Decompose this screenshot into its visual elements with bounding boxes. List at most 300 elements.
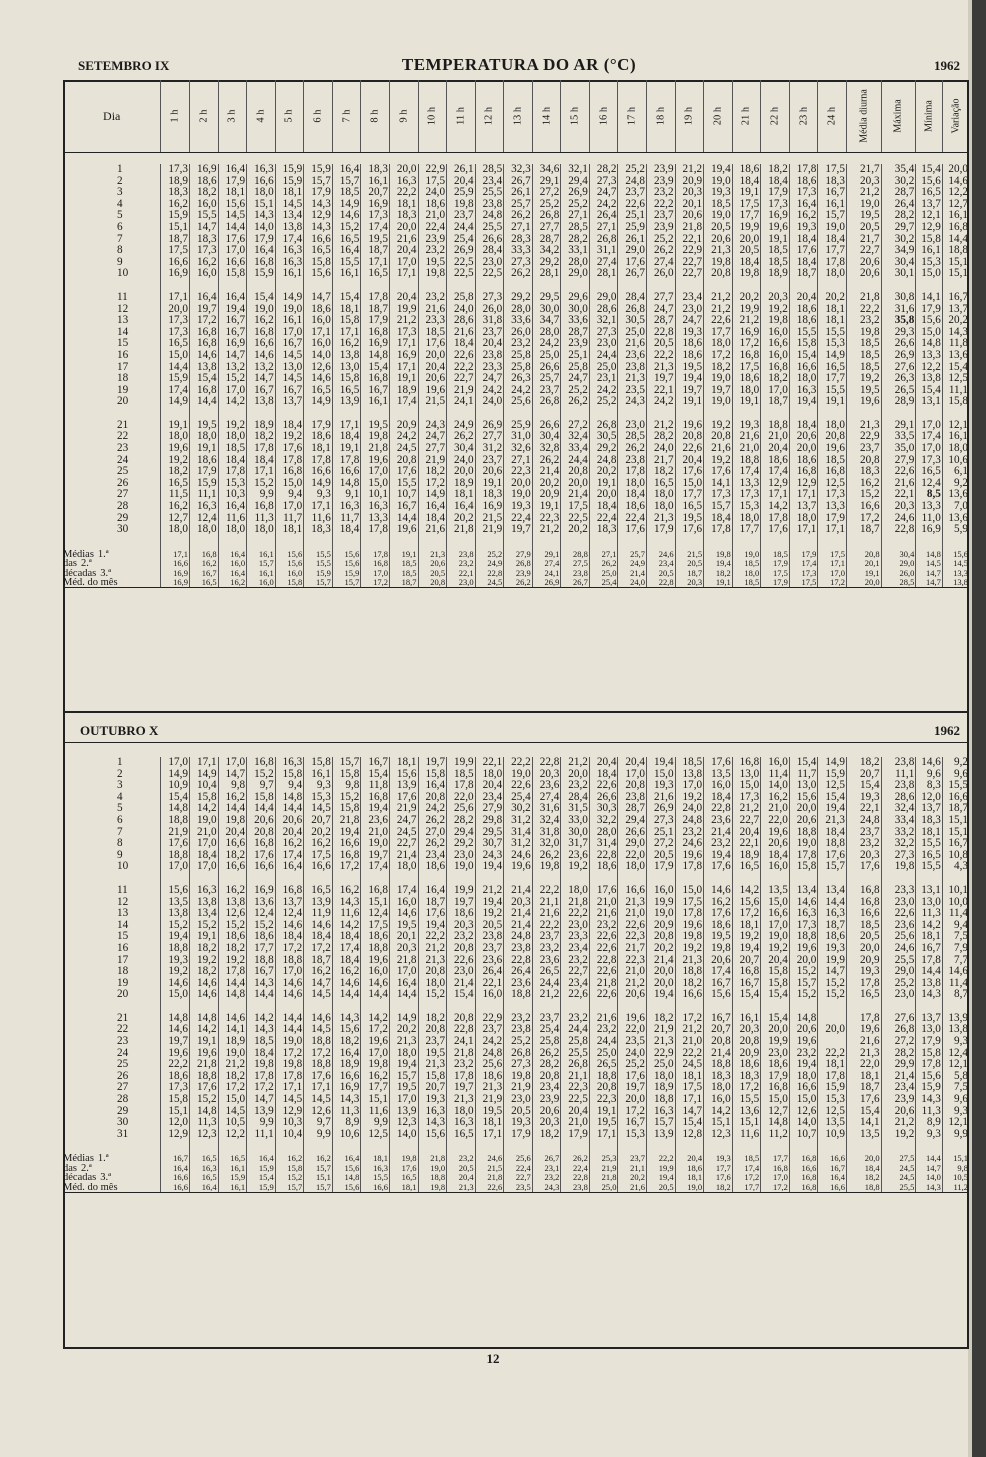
value-cell: 15,8	[161, 1094, 190, 1106]
value-cell: 14,6	[275, 989, 304, 1001]
summary-value-cell: 16,1	[218, 1164, 247, 1173]
value-cell: 16,5	[818, 362, 847, 374]
value-cell: 15,7	[647, 1117, 676, 1129]
value-cell: 21,3	[647, 362, 676, 374]
value-cell: 17,8	[361, 292, 390, 304]
value-cell: 23,9	[647, 176, 676, 188]
value-cell: 16,7	[389, 501, 418, 513]
value-cell: 14,8	[190, 1106, 219, 1118]
value-cell: 18,0	[247, 524, 276, 536]
value-cell: 31,0	[504, 431, 533, 443]
value-cell: 22,6	[618, 199, 647, 211]
value-cell: 25,0	[532, 350, 561, 362]
value-cell: 22,6	[447, 350, 476, 362]
summary-value-cell: 15,7	[304, 1164, 333, 1173]
summary-label	[63, 1164, 161, 1173]
value-cell: 29,4	[618, 815, 647, 827]
value-cell: 16,6	[846, 501, 881, 513]
value-cell: 20,0	[789, 803, 818, 815]
value-cell: 20,2	[647, 943, 676, 955]
summary-value-cell: 20,8	[418, 578, 447, 588]
value-cell: 23,6	[504, 978, 533, 990]
value-cell: 19,7	[190, 304, 219, 316]
summary-value-cell: 16,7	[161, 1152, 190, 1163]
value-cell: 15,0	[761, 1094, 790, 1106]
value-cell: 14,9	[818, 350, 847, 362]
summary-value-cell: 29,1	[532, 548, 561, 559]
value-cell: 19,2	[732, 931, 761, 943]
value-cell: 14,9	[161, 396, 190, 408]
value-cell: 15,8	[916, 1048, 943, 1060]
value-cell: 19,4	[789, 1059, 818, 1071]
value-cell: 18,8	[675, 966, 704, 978]
value-cell: 12,5	[818, 780, 847, 792]
value-cell: 22,2	[675, 1048, 704, 1060]
value-cell: 21,3	[618, 373, 647, 385]
day-cell: 15	[117, 338, 129, 350]
value-cell: 14,3	[304, 222, 333, 234]
value-cell: 17,1	[389, 362, 418, 374]
value-cell: 26,6	[589, 792, 618, 804]
value-cell: 34,7	[532, 315, 561, 327]
summary-value-cell: 21,6	[618, 1183, 647, 1193]
value-cell: 23,2	[589, 1024, 618, 1036]
value-cell: 16,0	[704, 1094, 733, 1106]
value-cell: 21,4	[647, 955, 676, 967]
value-cell: 16,7	[942, 838, 969, 850]
value-cell: 15,5	[916, 861, 943, 873]
value-cell: 21,4	[504, 920, 533, 932]
value-cell: 27,4	[589, 257, 618, 269]
summary-value-cell: 17,6	[704, 1173, 733, 1182]
value-cell: 32,4	[881, 803, 916, 815]
value-cell: 13,8	[916, 978, 943, 990]
summary-value-cell: 18,5	[389, 569, 418, 578]
value-cell: 22,0	[618, 1024, 647, 1036]
value-cell: 29,0	[881, 966, 916, 978]
value-cell: 12,3	[389, 1117, 418, 1129]
value-cell: 26,9	[647, 803, 676, 815]
value-cell: 14,4	[389, 989, 418, 1001]
value-cell: 18,4	[704, 513, 733, 525]
summary-value-cell: 15,9	[218, 1173, 247, 1182]
value-cell: 17,5	[161, 245, 190, 257]
value-cell: 9,4	[942, 920, 969, 932]
value-cell: 24,2	[504, 385, 533, 397]
summary-value-cell: 21,9	[589, 1164, 618, 1173]
value-cell: 13,6	[942, 513, 969, 525]
value-cell: 35,8	[881, 315, 916, 327]
value-cell: 18,6	[418, 199, 447, 211]
value-cell: 11,4	[942, 908, 969, 920]
value-cell: 19,3	[675, 327, 704, 339]
value-cell: 17,9	[247, 234, 276, 246]
value-cell: 13,7	[916, 199, 943, 211]
value-cell: 15,7	[789, 978, 818, 990]
summary-value-cell: 18,0	[732, 569, 761, 578]
value-cell: 19,7	[504, 524, 533, 536]
table-row	[63, 304, 969, 316]
value-cell: 7,9	[942, 943, 969, 955]
value-cell: 22,7	[389, 838, 418, 850]
value-cell: 26,0	[475, 304, 504, 316]
value-cell: 14,9	[304, 478, 333, 490]
value-cell: 21,4	[504, 908, 533, 920]
value-cell: 23,7	[532, 1013, 561, 1025]
summary-value-cell: 28,8	[561, 548, 590, 559]
summary-value-cell: 15,6	[332, 548, 361, 559]
value-cell: 19,5	[475, 1106, 504, 1118]
value-cell: 15,2	[418, 989, 447, 1001]
value-cell: 15,2	[218, 373, 247, 385]
value-cell: 17,7	[818, 245, 847, 257]
value-cell: 27,2	[532, 187, 561, 199]
value-cell: 13,0	[275, 362, 304, 374]
value-cell: 21,2	[532, 524, 561, 536]
day-cell: 5	[117, 803, 123, 815]
value-cell: 16,0	[361, 966, 390, 978]
value-cell: 17,8	[218, 466, 247, 478]
value-cell: 22,6	[618, 920, 647, 932]
value-cell: 14,6	[389, 908, 418, 920]
value-cell: 27,9	[475, 803, 504, 815]
value-cell: 24,6	[881, 943, 916, 955]
value-cell: 23,6	[475, 955, 504, 967]
value-cell: 18,5	[761, 245, 790, 257]
value-cell: 30,1	[881, 268, 916, 280]
table-row	[63, 524, 969, 536]
value-cell: 19,2	[475, 908, 504, 920]
summary-value-cell: 16,8	[761, 1164, 790, 1173]
value-cell: 18,4	[761, 850, 790, 862]
value-cell: 14,2	[190, 803, 219, 815]
value-cell: 17,9	[190, 466, 219, 478]
day-cell: 8	[117, 838, 123, 850]
summary-value-cell: 19,0	[732, 548, 761, 559]
value-cell: 15,6	[916, 315, 943, 327]
value-cell: 16,1	[361, 396, 390, 408]
value-cell: 23,0	[881, 897, 916, 909]
value-cell: 17,8	[675, 908, 704, 920]
value-cell: 20,6	[618, 989, 647, 1001]
summary-value-cell: 16,4	[247, 1152, 276, 1163]
table-row	[63, 292, 969, 304]
value-cell: 24,4	[561, 1024, 590, 1036]
value-cell: 15,4	[789, 350, 818, 362]
hour-column-header: 23 h	[789, 80, 818, 152]
value-cell: 18,6	[190, 455, 219, 467]
summary-value-cell: 17,2	[732, 1173, 761, 1182]
summary-value-cell: 16,0	[218, 559, 247, 568]
value-cell: 23,4	[561, 978, 590, 990]
value-cell: 16,6	[618, 885, 647, 897]
value-cell: 17,8	[332, 455, 361, 467]
day-cell: 18	[117, 966, 129, 978]
summary-value-cell: 23,0	[447, 578, 476, 588]
value-cell: 23,7	[647, 210, 676, 222]
value-cell: 17,4	[332, 943, 361, 955]
summary-value-cell: 23,7	[618, 1152, 647, 1163]
value-cell: 10,9	[818, 1129, 847, 1141]
value-cell: 18,8	[161, 815, 190, 827]
value-cell: 18,3	[704, 1071, 733, 1083]
value-cell: 14,9	[190, 769, 219, 781]
hour-column-header: 3 h	[218, 80, 247, 152]
value-cell: 15,8	[789, 338, 818, 350]
value-cell: 22,2	[561, 908, 590, 920]
value-cell: 13,9	[647, 1129, 676, 1141]
value-cell: 20,4	[789, 292, 818, 304]
summary-value-cell: 19,0	[675, 1183, 704, 1193]
value-cell: 11,4	[761, 769, 790, 781]
value-cell: 25,6	[881, 931, 916, 943]
october-title-rule	[63, 742, 969, 743]
value-cell: 26,8	[589, 420, 618, 432]
value-cell: 21,3	[418, 1059, 447, 1071]
value-cell: 18,1	[475, 1117, 504, 1129]
value-cell: 18,3	[916, 815, 943, 827]
value-cell: 14,0	[389, 1129, 418, 1141]
value-cell: 19,4	[218, 304, 247, 316]
table-row	[63, 268, 969, 280]
value-cell: 19,7	[418, 757, 447, 769]
value-cell: 17,2	[704, 350, 733, 362]
summary-value-cell: 16,4	[332, 1152, 361, 1163]
value-cell: 20,4	[561, 1106, 590, 1118]
value-cell: 24,6	[504, 850, 533, 862]
value-cell: 17,8	[846, 1013, 881, 1025]
value-cell: 25,1	[618, 210, 647, 222]
value-cell: 23,5	[618, 385, 647, 397]
value-cell: 19,8	[247, 1059, 276, 1071]
summary-value-cell: 15,7	[304, 1183, 333, 1193]
value-cell: 21,6	[618, 338, 647, 350]
value-cell: 18,8	[942, 245, 969, 257]
value-cell: 22,7	[675, 268, 704, 280]
value-cell: 8,3	[916, 780, 943, 792]
value-cell: 25,2	[618, 164, 647, 176]
value-cell: 16,3	[647, 1106, 676, 1118]
value-cell: 11,3	[247, 513, 276, 525]
summary-value-cell: 26,9	[532, 578, 561, 588]
table-row	[63, 815, 969, 827]
summary-value-cell: 26,8	[504, 559, 533, 568]
value-cell: 18,0	[190, 524, 219, 536]
value-cell: 17,1	[190, 757, 219, 769]
value-cell: 14,3	[332, 1013, 361, 1025]
value-cell: 18,0	[818, 268, 847, 280]
summary-value-cell: 14,7	[916, 569, 943, 578]
value-cell: 18,0	[647, 501, 676, 513]
summary-value-cell: 19,8	[704, 548, 733, 559]
summary-value-cell: 25,6	[504, 1152, 533, 1163]
value-cell: 15,8	[304, 257, 333, 269]
day-cell: 27	[117, 489, 129, 501]
value-cell: 16,8	[247, 501, 276, 513]
value-cell: 22,9	[418, 164, 447, 176]
value-cell: 23,2	[846, 838, 881, 850]
value-cell: 18,1	[916, 931, 943, 943]
value-cell: 16,8	[846, 885, 881, 897]
value-cell: 19,5	[418, 1048, 447, 1060]
value-cell: 16,0	[761, 327, 790, 339]
value-cell: 24,0	[675, 803, 704, 815]
value-cell: 20,9	[846, 955, 881, 967]
value-cell: 17,2	[732, 908, 761, 920]
value-cell: 14,6	[190, 978, 219, 990]
value-cell: 15,8	[789, 861, 818, 873]
value-cell: 18,2	[218, 943, 247, 955]
value-cell: 25,2	[589, 396, 618, 408]
value-cell: 12,4	[190, 513, 219, 525]
value-cell: 24,8	[618, 176, 647, 188]
value-cell: 16,1	[361, 176, 390, 188]
page-number: 12	[486, 1351, 500, 1366]
value-cell: 12,4	[942, 1048, 969, 1060]
table-row	[63, 385, 969, 397]
value-cell: 16,4	[247, 245, 276, 257]
value-cell: 15,4	[916, 164, 943, 176]
value-cell: 21,0	[361, 827, 390, 839]
value-cell: 14,2	[332, 920, 361, 932]
value-cell: 19,0	[190, 815, 219, 827]
table-row	[63, 792, 969, 804]
value-cell: 13,7	[275, 396, 304, 408]
value-cell: 23,9	[418, 234, 447, 246]
value-cell: 13,9	[389, 1106, 418, 1118]
value-cell: 16,8	[732, 757, 761, 769]
value-cell: 15,1	[361, 897, 390, 909]
value-cell: 17,2	[275, 943, 304, 955]
value-cell: 29,0	[618, 838, 647, 850]
value-cell: 16,7	[704, 1013, 733, 1025]
hour-column-header: 22 h	[761, 80, 790, 152]
value-cell: 33,0	[561, 815, 590, 827]
value-cell: 18,0	[789, 373, 818, 385]
summary-value-cell: 17,1	[161, 548, 190, 559]
value-cell: 14,3	[304, 199, 333, 211]
value-cell: 20,2	[447, 513, 476, 525]
summary-value-cell: 16,8	[789, 1183, 818, 1193]
value-cell: 14,6	[916, 757, 943, 769]
value-cell: 19,3	[504, 501, 533, 513]
value-cell: 9,4	[275, 780, 304, 792]
value-cell: 16,5	[304, 245, 333, 257]
value-cell: 16,5	[304, 385, 333, 397]
value-cell: 23,0	[589, 338, 618, 350]
value-cell: 30,3	[589, 803, 618, 815]
value-cell: 15,2	[190, 1094, 219, 1106]
summary-value-cell: 16,2	[218, 578, 247, 588]
table-row	[63, 769, 969, 781]
day-cell: 21	[117, 419, 129, 431]
value-cell: 14,8	[161, 803, 190, 815]
value-cell: 17,5	[818, 164, 847, 176]
value-cell: 24,0	[447, 455, 476, 467]
summary-label	[63, 1173, 161, 1182]
value-cell: 10,9	[161, 780, 190, 792]
value-cell: 18,5	[218, 443, 247, 455]
value-cell: 18,7	[818, 920, 847, 932]
value-cell: 22,6	[881, 908, 916, 920]
summary-value-cell: 25,4	[589, 578, 618, 588]
day-cell: 25	[117, 466, 129, 478]
value-cell: 17,4	[916, 431, 943, 443]
summary-value-cell: 20,3	[675, 578, 704, 588]
value-cell: 23,2	[704, 838, 733, 850]
value-cell: 19,7	[618, 1082, 647, 1094]
value-cell: 28,2	[881, 210, 916, 222]
value-cell: 23,2	[561, 780, 590, 792]
day-cell: 18	[117, 373, 129, 385]
value-cell: 19,8	[532, 861, 561, 873]
value-cell: 17,2	[675, 1013, 704, 1025]
value-cell: 22,1	[732, 838, 761, 850]
hour-column-header: 5 h	[275, 80, 304, 152]
value-cell: 18,6	[732, 1059, 761, 1071]
table-row	[63, 1013, 969, 1025]
value-cell: 32,2	[589, 815, 618, 827]
value-cell: 20,0	[561, 478, 590, 490]
value-cell: 20,6	[532, 1106, 561, 1118]
table-row	[63, 489, 969, 501]
value-cell: 18,6	[589, 861, 618, 873]
value-cell: 26,2	[418, 815, 447, 827]
value-cell: 16,2	[218, 885, 247, 897]
value-cell: 14,2	[704, 1106, 733, 1118]
summary-value-cell: 17,5	[761, 569, 790, 578]
table-row	[63, 850, 969, 862]
value-cell: 24,8	[589, 455, 618, 467]
value-cell: 17,6	[389, 792, 418, 804]
value-cell: 10,5	[218, 1117, 247, 1129]
summary-row	[63, 569, 969, 578]
value-cell: 33,4	[881, 815, 916, 827]
value-cell: 16,6	[247, 861, 276, 873]
value-cell: 18,9	[247, 420, 276, 432]
day-cell: 11	[117, 291, 128, 303]
value-cell: 18,8	[761, 420, 790, 432]
value-cell: 15,1	[704, 1117, 733, 1129]
value-cell: 23,3	[418, 315, 447, 327]
value-cell: 23,0	[447, 850, 476, 862]
hour-column-header: 11 h	[447, 80, 476, 152]
value-cell: 17,1	[332, 327, 361, 339]
value-cell: 17,8	[247, 443, 276, 455]
table-row	[63, 803, 969, 815]
value-cell: 17,6	[618, 257, 647, 269]
summary-label-text: das	[63, 559, 77, 569]
value-cell: 18,3	[732, 1071, 761, 1083]
october-title: OUTUBRO X	[80, 723, 159, 738]
year-label: 1962	[934, 58, 960, 73]
value-cell: 15,9	[916, 1082, 943, 1094]
value-cell: 15,2	[846, 489, 881, 501]
value-cell: 17,0	[361, 1048, 390, 1060]
table-row	[63, 431, 969, 443]
value-cell: 15,4	[846, 1106, 881, 1118]
hour-column-header: 10 h	[418, 80, 447, 152]
summary-value-cell: 13,3	[942, 569, 969, 578]
value-cell: 17,8	[818, 1071, 847, 1083]
value-cell: 16,8	[247, 838, 276, 850]
value-cell: 16,2	[218, 792, 247, 804]
table-row	[63, 396, 969, 408]
value-cell: 18,1	[304, 443, 333, 455]
value-cell: 21,9	[475, 524, 504, 536]
value-cell: 19,6	[846, 396, 881, 408]
value-cell: 22,7	[732, 815, 761, 827]
